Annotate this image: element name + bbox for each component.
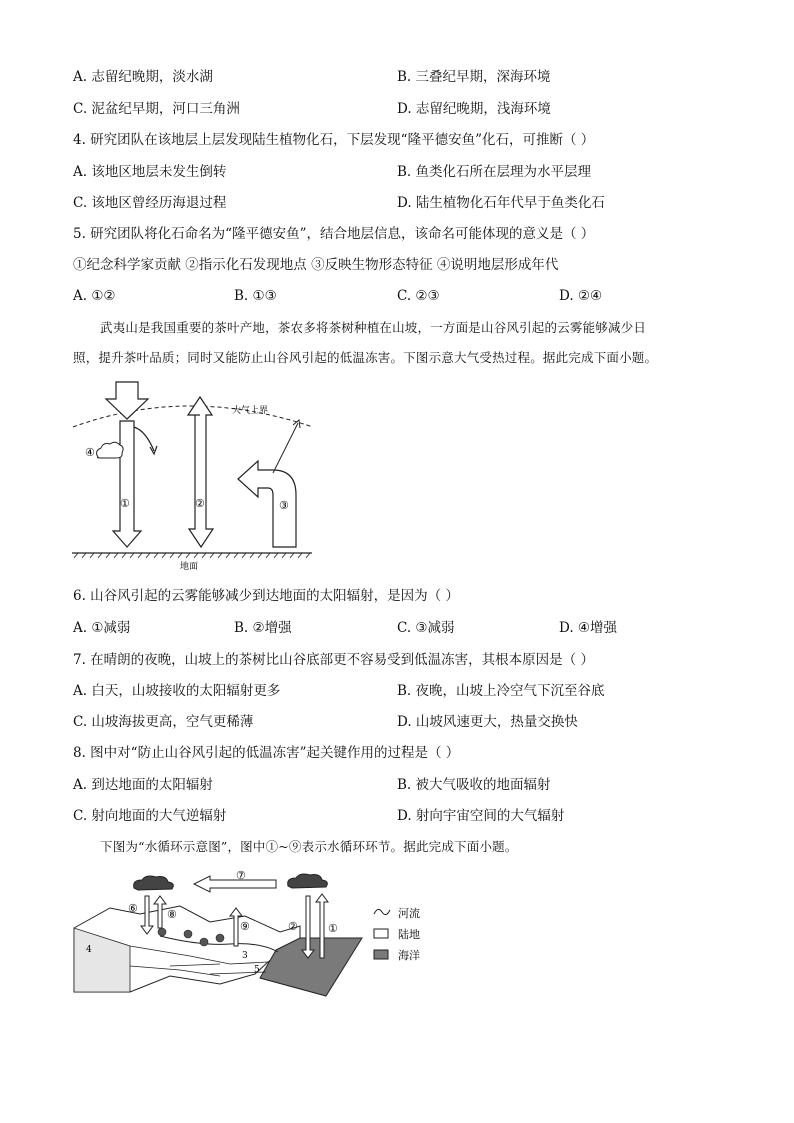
label-1: ①: [120, 497, 130, 510]
q8-stem: 8. 图中对“防止山谷风引起的低温冻害”起关键作用的过程是（ ）: [73, 745, 460, 761]
q5-stem: 5. 研究团队将化石命名为“隆平德安鱼”，结合地层信息，该命名可能体现的意义是（ ）: [73, 226, 595, 242]
passage1-line1: 武夷山是我国重要的茶叶产地，茶农多将茶树种植在山坡，一方面是山谷风引起的云雾能够减少日: [100, 320, 647, 335]
q4-option-a: A. 该地区地层未发生倒转: [73, 164, 227, 180]
legend-river-label: 河流: [398, 907, 420, 920]
q8-option-b: B. 被大气吸收的地面辐射: [397, 777, 551, 793]
q4-stem: 4. 研究团队在该地层上层发现陆生植物化石，下层发现“隆平德安鱼”化石，可推断（ ）: [73, 132, 595, 148]
q6-stem: 6. 山谷风引起的云雾能够减少到达地面的太阳辐射，是因为（ ）: [73, 588, 459, 604]
q5-option-b: B. ①③: [234, 288, 277, 304]
arrow-7: [194, 876, 276, 892]
space-radiation-arrow: [273, 423, 298, 473]
q5-option-d: D. ②④: [559, 288, 603, 304]
q4-option-d: D. 陆生植物化石年代早于鱼类化石: [397, 195, 605, 211]
cloud-left-icon: [134, 876, 174, 890]
passage1-line2: 照，提升茶叶品质；同时又能防止山谷风引起的低温冻害。下图示意大气受热过程。据此完成下面小题。: [73, 350, 658, 365]
reflection-arrow: [134, 427, 154, 451]
q8-option-d: D. 射向宇宙空间的大气辐射: [397, 808, 565, 824]
q6-option-d: D. ④增强: [559, 620, 618, 636]
ground-hatching: [74, 553, 310, 558]
q5-items: ①纪念科学家贡献 ②指示化石发现地点 ③反映生物形态特征 ④说明地层形成年代: [73, 257, 559, 273]
cloud-icon: [97, 442, 124, 458]
legend-river-icon: [374, 909, 390, 914]
q7-stem: 7. 在晴朗的夜晚，山坡上的茶树比山谷底部更不容易受到低温冻害，其根本原因是（ ）: [73, 652, 594, 668]
arrow-2: [188, 397, 213, 547]
label-2: ②: [195, 497, 205, 510]
q3-option-b: B. 三叠纪早期，深海环境: [397, 69, 551, 85]
q6-option-a: A. ①减弱: [73, 620, 131, 636]
legend-ocean-swatch: [374, 950, 388, 959]
label-4: ④: [85, 446, 95, 459]
q5-option-c: C. ②③: [397, 288, 440, 304]
q8-option-a: A. 到达地面的太阳辐射: [73, 777, 213, 793]
q4-option-b: B. 鱼类化石所在层理为水平层理: [397, 164, 592, 180]
label-4: 4: [86, 945, 92, 955]
ground-label: 地面: [180, 562, 199, 572]
q8-option-c: C. 射向地面的大气逆辐射: [73, 808, 227, 824]
label-6: ⑥: [128, 902, 138, 915]
legend-land-label: 陆地: [398, 928, 420, 941]
q3-option-a: A. 志留纪晚期，淡水湖: [73, 69, 213, 85]
label-3: ③: [279, 499, 289, 512]
q6-option-c: C. ③减弱: [397, 620, 455, 636]
q7-option-a: A. 白天，山坡接收的太阳辐射更多: [73, 683, 281, 699]
label-3: 3: [242, 951, 248, 961]
q3-option-d: D. 志留纪晚期，浅海环境: [397, 101, 551, 117]
arrow-1: [113, 421, 141, 547]
legend-ocean-label: 海洋: [398, 949, 420, 962]
cloud-right-icon: [288, 874, 328, 888]
legend-land-swatch: [374, 929, 388, 938]
label-1: ①: [328, 922, 338, 935]
atmosphere-heating-diagram: [68, 375, 318, 575]
label-7: ⑦: [236, 869, 246, 882]
water-cycle-diagram: [70, 866, 460, 998]
q3-option-c: C. 泥盆纪早期，河口三角洲: [73, 101, 240, 117]
q7-option-c: C. 山坡海拔更高，空气更稀薄: [73, 714, 254, 730]
q6-option-b: B. ②增强: [234, 620, 292, 636]
q7-option-b: B. 夜晚，山坡上冷空气下沉至谷底: [397, 683, 605, 699]
label-8: ⑧: [167, 908, 177, 921]
incoming-solar-arrow: [106, 382, 148, 419]
q5-option-a: A. ①②: [73, 288, 116, 304]
label-9: ⑨: [240, 920, 250, 933]
label-2: ②: [288, 920, 298, 933]
q4-option-c: C. 该地区曾经历海退过程: [73, 195, 227, 211]
q7-option-d: D. 山坡风速更大，热量交换快: [397, 714, 578, 730]
label-5: 5: [254, 965, 260, 975]
passage2: 下图为“水循环示意图”，图中①~⑨表示水循环环节。据此完成下面小题。: [100, 839, 518, 854]
atmosphere-label: 大气上界: [232, 406, 269, 416]
